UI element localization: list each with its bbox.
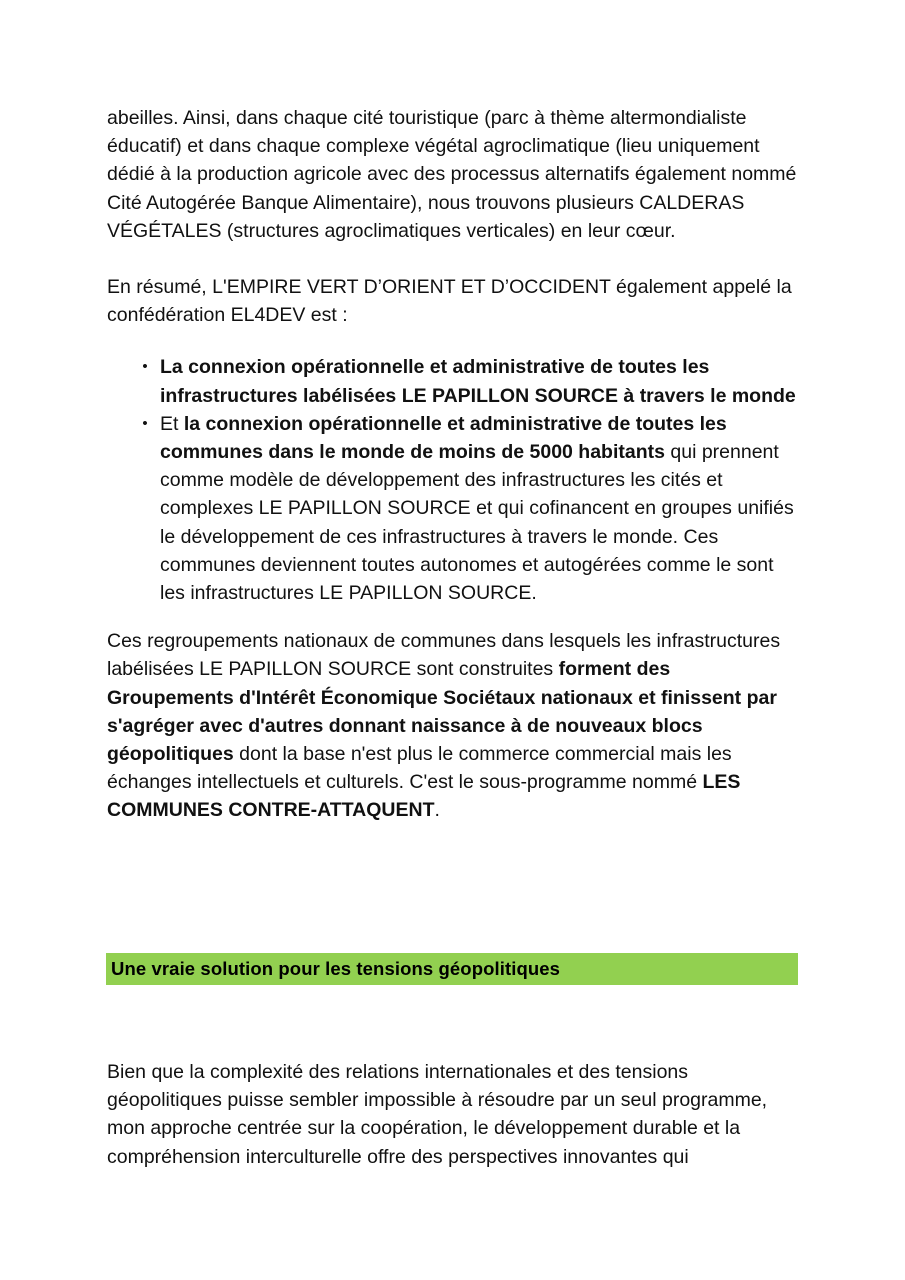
paragraph-en-resume: En résumé, L'EMPIRE VERT D’ORIENT ET D’OCCIDENT également appelé la confédération EL4DEV est : (107, 276, 792, 327)
document-body-continued (107, 1058, 799, 1171)
paragraph-segment-regular: Ces regroupements nationaux de communes dans lesquels les infrastructures labélisées LE PAPILLON SOURCE sont construites (107, 630, 781, 681)
paragraph-segment-bold: forment des Groupements d'Intérêt Économique Sociétaux nationaux et finissent par s'agréger avec d'autres donnant naissance à de nouveaux blocs géopolitiques (107, 658, 777, 766)
list-spacer-top (107, 329, 799, 353)
bullet-marker-icon: • (142, 414, 148, 432)
list-item (142, 410, 799, 607)
paragraph-spacer (107, 245, 799, 273)
list-item (142, 353, 800, 409)
paragraph-segment-regular: . (434, 799, 440, 822)
bullet-list (107, 353, 799, 607)
list-item-trailing-text: qui prennent comme modèle de développement des infrastructures les cités et complexes LE PAPILLON SOURCE et qui cofinancent en groupes unifiés le développement de ces infrastructures à travers le monde. Ces communes deviennent toutes autonomes et autogérées comme le sont les infrastructures LE PAPILLON SOURCE. (160, 441, 794, 605)
paragraph-segment-bold: LES COMMUNES CONTRE-ATTAQUENT (107, 771, 741, 822)
section-heading-banner (106, 953, 798, 985)
section-heading-label: Une vraie solution pour les tensions géopolitiques (111, 957, 561, 979)
list-item-bold-text: la connexion opérationnelle et administrative de toutes les communes dans le monde de moins de 5000 habitants (160, 412, 727, 464)
paragraph-regroupements (107, 627, 799, 824)
document-body (107, 104, 799, 825)
list-item-lead-text: Et (160, 412, 184, 435)
paragraph-bien-que: Bien que la complexité des relations internationales et des tensions géopolitiques puisse sembler impossible à résoudre par un seul programme, mon approche centrée sur la coopération, le développement durable et la compréhension interculturelle offre des perspectives innovantes qui (107, 1061, 768, 1168)
list-item-bold-text: La connexion opérationnelle et administrative de toutes les infrastructures labélisées LE PAPILLON SOURCE à travers le monde (160, 356, 796, 407)
paragraph-abeilles: abeilles. Ainsi, dans chaque cité touristique (parc à thème altermondialiste éducatif) et dans chaque complexe végétal agroclimatique (lieu uniquement dédié à la production agricole avec des processus alternatifs également nommé Cité Autogérée Banque Alimentaire), nous trouvons plusieurs CALDERAS VÉGÉTALES (structures agroclimatiques verticales) en leur cœur. (107, 107, 797, 242)
bullet-marker-icon: • (142, 358, 148, 376)
paragraph-segment-regular: dont la base n'est plus le commerce commercial mais les échanges intellectuels et culturels. C'est le sous-programme nommé (107, 743, 732, 794)
list-spacer-bottom (107, 607, 799, 627)
